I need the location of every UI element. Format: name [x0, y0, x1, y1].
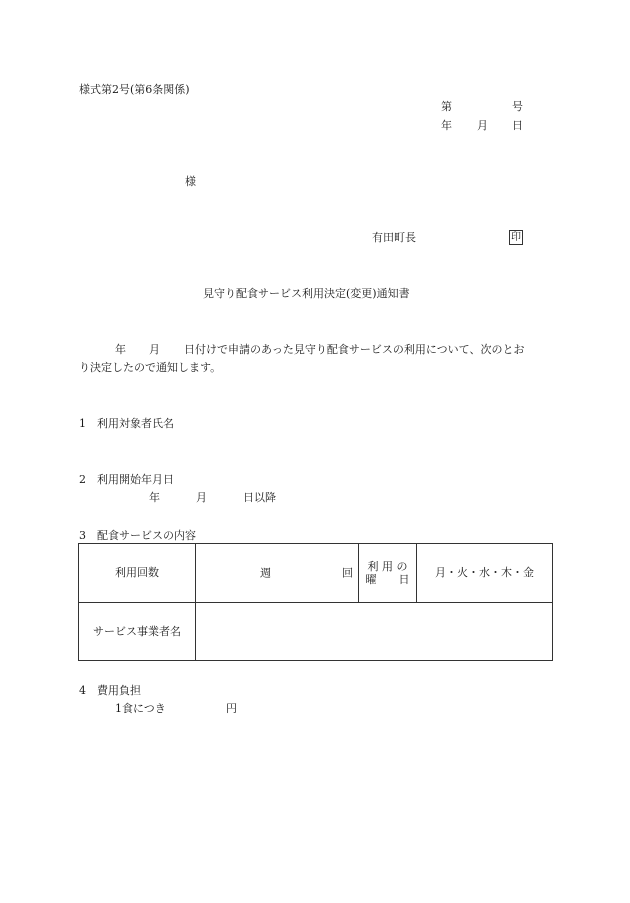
section3-number: 3 — [79, 529, 86, 542]
body-line2: り決定したので通知します。 — [79, 361, 222, 374]
form-number: 様式第2号(第6条関係) — [79, 83, 190, 96]
week-label: 週 — [260, 566, 271, 580]
usage-days-label-line2: 曜 日 — [365, 573, 410, 586]
doc-number-suffix: 号 — [512, 100, 523, 113]
provider-value — [196, 603, 553, 661]
section4-number: 4 — [79, 684, 86, 697]
table-row — [79, 544, 553, 603]
provider-label: サービス事業者名 — [79, 603, 196, 661]
usage-days-value: 月・火・水・木・金 — [417, 544, 553, 603]
section4-per-meal: 1食につき — [115, 702, 166, 715]
section2-number: 2 — [79, 473, 86, 486]
issue-date-year: 年 — [441, 119, 452, 132]
service-table — [78, 543, 553, 661]
body-line1-year: 年 — [115, 343, 126, 356]
times-label: 回 — [342, 566, 353, 580]
section2-year: 年 — [149, 491, 160, 504]
table-row — [79, 603, 553, 661]
usage-count-value — [196, 544, 359, 603]
body-line1-text: 日付けで申請のあった見守り配食サービスの利用について、次のとお — [184, 343, 525, 356]
section2-day: 日以降 — [243, 491, 276, 504]
usage-count-label: 利用回数 — [79, 544, 196, 603]
section4-yen: 円 — [226, 702, 237, 715]
document-title: 見守り配食サービス利用決定(変更)通知書 — [203, 287, 410, 300]
addressee-suffix: 様 — [185, 175, 196, 188]
body-line1-month: 月 — [149, 343, 160, 356]
section2-month: 月 — [196, 491, 207, 504]
section1-label: 利用対象者氏名 — [97, 417, 174, 430]
usage-days-label — [359, 544, 417, 603]
doc-number-prefix: 第 — [441, 100, 452, 113]
usage-days-label-line1: 利 用 の — [367, 559, 408, 573]
issue-date-day: 日 — [512, 119, 523, 132]
seal-mark: 印 — [511, 232, 521, 243]
issuer-name: 有田町長 — [372, 231, 416, 244]
section2-label: 利用開始年月日 — [97, 473, 174, 486]
issue-date-month: 月 — [477, 119, 488, 132]
section1-number: 1 — [79, 417, 86, 430]
section4-label: 費用負担 — [97, 684, 141, 697]
section3-label: 配食サービスの内容 — [97, 529, 196, 542]
issuer-seal — [509, 230, 523, 245]
